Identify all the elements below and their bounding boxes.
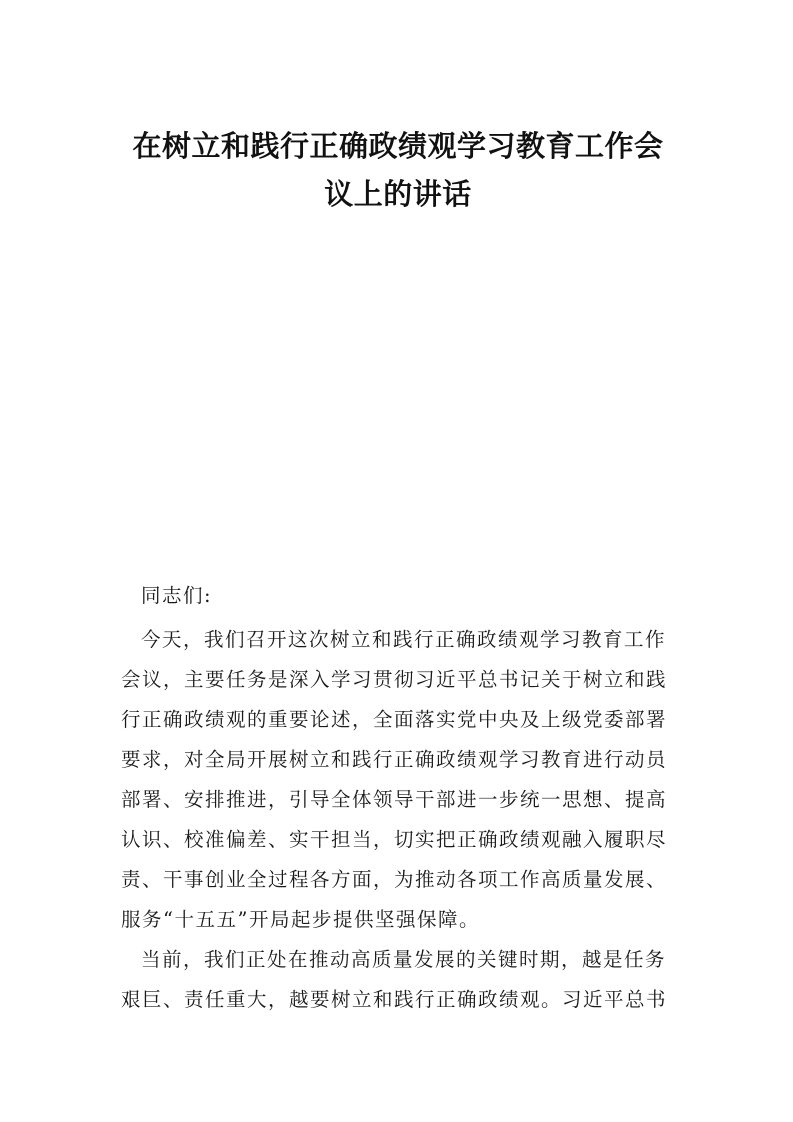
document-body — [121, 576, 676, 1020]
title-line-2: 议上的讲话 — [324, 177, 472, 211]
paragraph-line: 认识、校准偏差、实干担当，切实把正确政绩观融入履职尽 — [121, 828, 668, 851]
paragraph-line: 会议，主要任务是深入学习贯彻习近平总书记关于树立和践 — [121, 668, 668, 691]
salutation: 同志们: — [141, 584, 213, 607]
paragraph-line: 要求，对全局开展树立和践行正确政绩观学习教育进行动员 — [121, 748, 668, 771]
paragraph-2 — [121, 940, 676, 1020]
paragraph-line: 当前，我们正处在推动高质量发展的关键时期，越是任务 — [141, 948, 667, 971]
paragraph-1 — [121, 620, 676, 940]
paragraph-line: 今天，我们召开这次树立和践行正确政绩观学习教育工作 — [141, 628, 667, 651]
paragraph-line: 责、干事创业全过程各方面，为推动各项工作高质量发展、 — [121, 868, 668, 891]
document-title — [118, 122, 678, 218]
paragraph-line: 服务“十五五”开局起步提供坚强保障。 — [121, 908, 480, 931]
paragraph-line: 艰巨、责任重大，越要树立和践行正确政绩观。习近平总书 — [121, 988, 668, 1011]
paragraph-line: 行正确政绩观的重要论述，全面落实党中央及上级党委部署 — [121, 708, 668, 731]
title-line-1: 在树立和践行正确政绩观学习教育工作会 — [132, 129, 664, 163]
paragraph-line: 部署、安排推进，引导全体领导干部进一步统一思想、提高 — [121, 788, 668, 811]
